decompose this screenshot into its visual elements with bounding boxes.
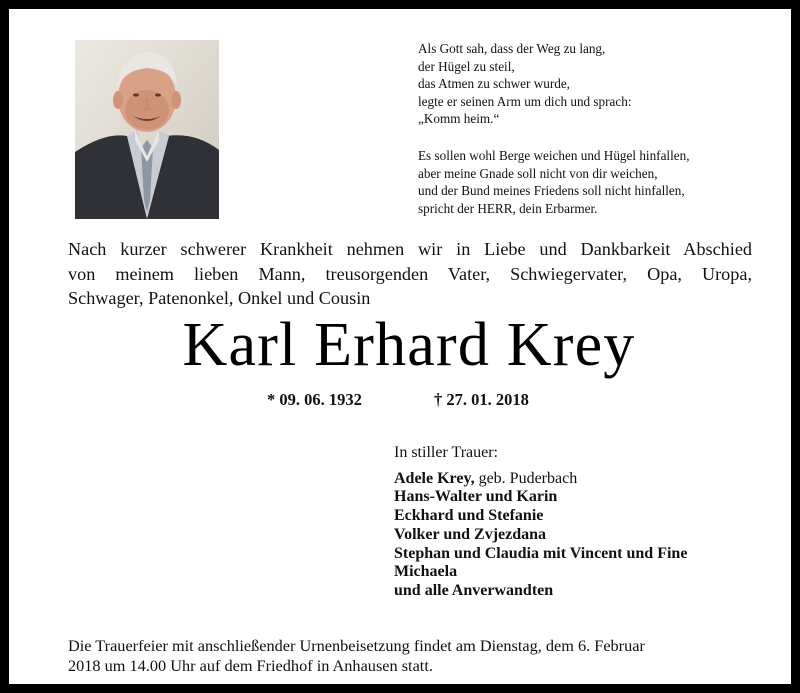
intro-line: Nach kurzer schwerer Krankheit nehmen wir in Liebe und Dankbarkeit Abschied [68, 239, 752, 259]
verse-line: aber meine Gnade soll nicht von dir weichen, [418, 165, 658, 181]
mourner-line [394, 470, 784, 489]
mourners-lead: In stiller Trauer: [394, 444, 498, 461]
mourner-name: Stephan und Claudia mit Vincent und Fine [394, 544, 688, 562]
mourners-block [394, 444, 784, 601]
death-date: † 27. 01. 2018 [434, 390, 529, 409]
verse-line: spricht der HERR, dein Erbarmer. [418, 200, 598, 216]
mourner-name: Volker und Zvjezdana [394, 525, 547, 543]
verse-bible [418, 147, 768, 217]
birth-date: * 09. 06. 1932 [267, 390, 362, 409]
portrait-photo [75, 40, 219, 219]
mourner-line [394, 545, 784, 564]
mourner-line [394, 488, 784, 507]
intro-line: von meinem lieben Mann, treusorgenden Vater, Schwiegervater, Opa, Uropa, [68, 263, 752, 284]
mourner-line [394, 563, 784, 582]
verse-line: und der Bund meines Friedens soll nicht hinfallen, [418, 183, 685, 198]
verse-line: das Atmen zu schwer wurde, [418, 76, 570, 91]
mourner-name: Adele Krey, [394, 469, 475, 487]
mourner-note: geb. Puderbach [474, 469, 578, 487]
verse-poem [418, 40, 768, 128]
verse-line: „Komm heim.“ [418, 111, 500, 126]
footer-line: Die Trauerfeier mit anschließender Urnenbeisetzung findet am Dienstag, dem 6. Februar [68, 636, 645, 655]
mourner-name: und alle Anverwandten [394, 581, 554, 599]
portrait-image [75, 40, 219, 219]
footer-line: 2018 um 14.00 Uhr auf dem Friedhof in Anhausen statt. [68, 656, 433, 675]
verse-line: der Hügel zu steil, [418, 58, 515, 74]
verse-line: Es sollen wohl Berge weichen und Hügel hinfallen, [418, 148, 690, 163]
mourner-name: Michaela [394, 563, 458, 581]
mourner-line [394, 582, 784, 601]
verse-line: legte er seinen Arm um dich und sprach: [418, 93, 632, 109]
intro-line: Schwager, Patenonkel, Onkel und Cousin [68, 288, 371, 308]
mourner-name: Eckhard und Stefanie [394, 507, 544, 525]
deceased-name: Karl Erhard Krey [182, 311, 636, 379]
funeral-info [68, 636, 768, 676]
mourner-line [394, 526, 784, 545]
mourner-line [394, 507, 784, 526]
mourner-name: Hans-Walter und Karin [394, 488, 558, 506]
verse-line: Als Gott sah, dass der Weg zu lang, [418, 41, 606, 56]
intro-text [68, 237, 752, 311]
